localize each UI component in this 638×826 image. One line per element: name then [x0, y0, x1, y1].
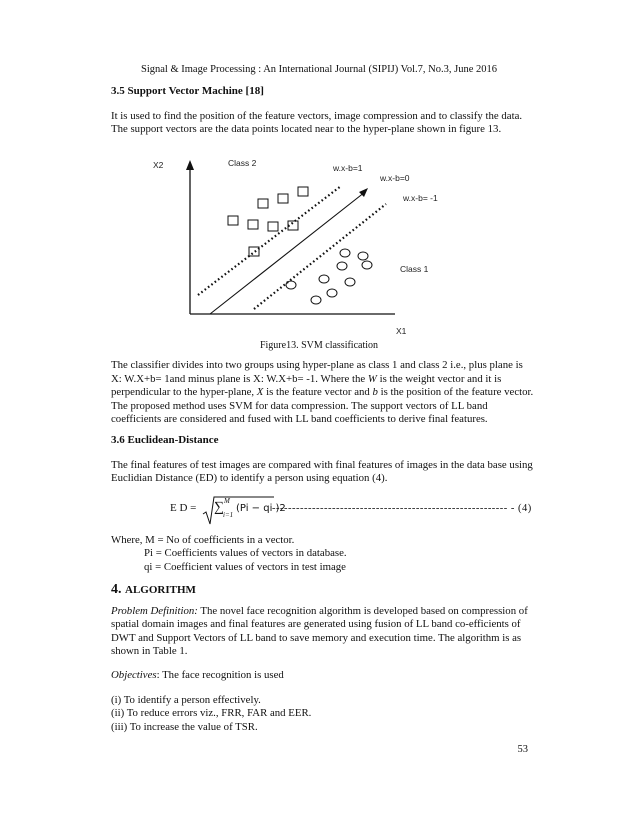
p2-line-2a: X: W.X+b= 1and minus plane is X: W.X+b= -1. Where the: [111, 373, 368, 385]
sum-lower: i=1: [223, 511, 234, 519]
s35-para-line-1: It is used to find the position of the feature vectors, image compression and to classify the data.: [111, 110, 523, 122]
x1-axis-label: X1: [396, 326, 407, 336]
p2-line-3: [111, 386, 533, 400]
where-line-1: Where, M = No of coefficients in a vector.: [111, 534, 295, 546]
y-axis-arrow: [186, 160, 194, 170]
class1-point: [327, 289, 337, 297]
objectives-text: : The face recognition is used: [156, 669, 284, 681]
class2-point: [278, 194, 288, 203]
problem-definition-label: Problem Definition:: [111, 605, 198, 617]
page-number: 53: [517, 744, 528, 755]
class1-point: [311, 296, 321, 304]
class2-point: [228, 216, 238, 225]
class1-point: [319, 275, 329, 283]
p2-line-2b: is the weight vector and it is: [376, 373, 502, 385]
class1-point: [345, 278, 355, 286]
class2-label: Class 2: [228, 158, 257, 168]
p2-line-2: [111, 373, 501, 387]
p2-var-w: W: [367, 373, 377, 385]
p2-line-3b: is the feature vector and: [263, 386, 373, 398]
s4-para-line-2: spatial domain images and final features are generated using fusion of LL band co-efficients of: [111, 618, 521, 630]
plus-plane-line: [198, 186, 341, 295]
minus-plane-label: w.x-b= -1: [403, 193, 438, 203]
s4-para-line-3: DWT and Support Vectors of LL band to save memory and execution time. The algorithm is as: [111, 632, 522, 644]
class2-point: [248, 220, 258, 229]
section-3-5-heading: 3.5 Support Vector Machine [18]: [111, 85, 264, 97]
where-line-2: Pi = Coefficients values of vectors in database.: [144, 547, 347, 559]
p2-line-1: The classifier divides into two groups using hyper-plane as class 1 and class 2 i.e., plus plane is: [111, 359, 523, 371]
section-3-6-heading: 3.6 Euclidean-Distance: [111, 434, 219, 446]
running-header: Signal & Image Processing : An International Journal (SIPIJ) Vol.7, No.3, June 2016: [141, 64, 497, 75]
svm-figure: [150, 154, 450, 340]
eq-number: ----------------------------------------------------------- - (4): [272, 503, 532, 514]
section-4-title: ALGORITHM: [125, 584, 196, 596]
class1-point: [337, 262, 347, 270]
section-4-number: 4.: [111, 582, 125, 597]
class1-label: Class 1: [400, 264, 429, 274]
p2-line-5: coefficients are considered and fused with LL band coefficients to derive final features.: [111, 413, 488, 425]
sum-upper: M: [224, 497, 230, 505]
figure-caption: Figure13. SVM classification: [259, 340, 379, 351]
p2-line-3c: is the position of the feature vector.: [377, 386, 534, 398]
class1-point: [286, 281, 296, 289]
class2-point: [268, 222, 278, 231]
p2-var-x: X: [256, 386, 264, 398]
objective-item-3: (iii) To increase the value of TSR.: [111, 721, 258, 733]
class2-point: [298, 187, 308, 196]
s36-para-line-2: Euclidian Distance (ED) to identify a person using equation (4).: [111, 472, 388, 484]
s36-para-line-1: The final features of test images are compared with final features of images in the data base using: [111, 459, 533, 471]
p2-line-4: The proposed method uses SVM for data compression. The support vectors of LL band: [111, 400, 488, 412]
where-line-3: qi = Coefficient values of vectors in test image: [144, 561, 346, 573]
s35-para-line-2: The support vectors are the data points located near to the hyper-plane shown in figure 13.: [111, 123, 502, 135]
class2-point: [258, 199, 268, 208]
class1-point: [340, 249, 350, 257]
objective-item-1: (i) To identify a person effectively.: [111, 694, 261, 706]
eq-lhs: E D =: [170, 502, 197, 514]
objective-item-2: (ii) To reduce errors viz., FRR, FAR and EER.: [111, 707, 312, 719]
objectives-label: Objectives: [111, 669, 157, 681]
sum-symbol: ∑: [214, 500, 224, 515]
minus-plane-line: [254, 204, 386, 309]
s4-para-line-1: [111, 605, 528, 619]
plus-plane-label: w.x-b=1: [333, 163, 363, 173]
class1-point: [358, 252, 368, 260]
x2-axis-label: X2: [153, 160, 164, 170]
hyperplane-label: w.x-b=0: [380, 173, 410, 183]
hyperplane-line: [210, 192, 365, 314]
objectives-line: [111, 669, 284, 683]
class1-point: [362, 261, 372, 269]
p2-var-b: b: [372, 386, 378, 398]
section-4-heading: [111, 582, 196, 598]
eq-body: (Pi − qi )2: [236, 503, 286, 514]
s4-para-line-4: shown in Table 1.: [111, 645, 188, 657]
s4-para-line-1-text: The novel face recognition algorithm is developed based on compression of: [197, 605, 528, 617]
p2-line-3a: perpendicular to the hyper-plane,: [111, 386, 257, 398]
